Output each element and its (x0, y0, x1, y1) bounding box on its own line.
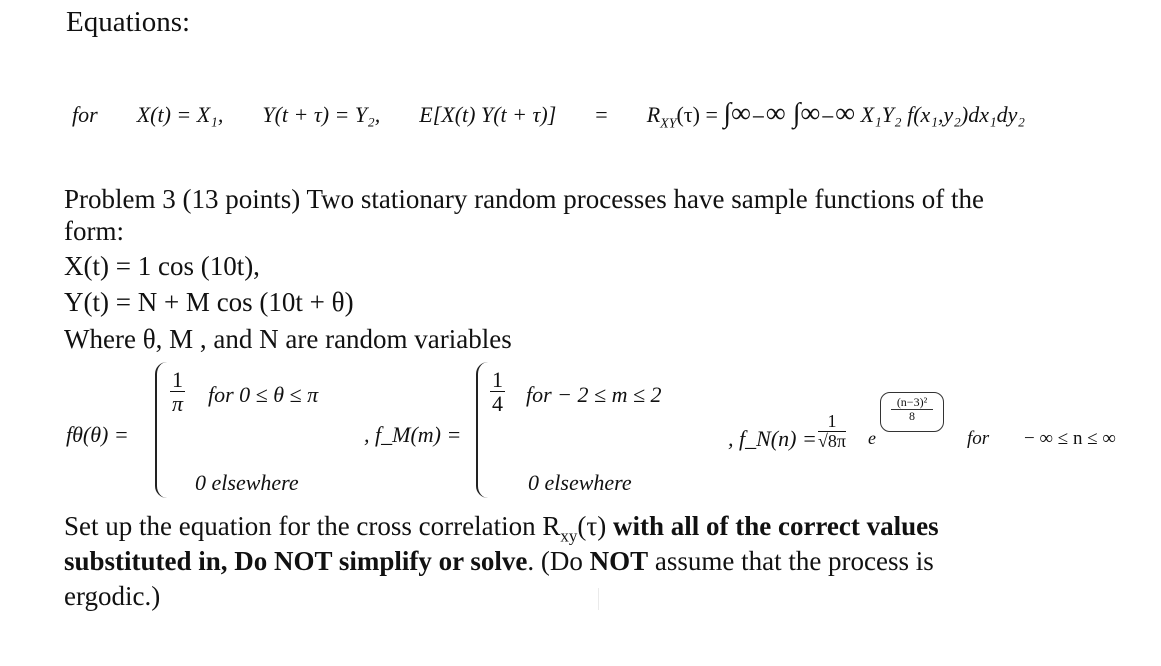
instruction-line-1: Set up the equation for the cross correlation $R_{xy}(\tau)$ with all of the correct values (64, 511, 939, 546)
x-definition: X(t) = X₁, (136, 102, 224, 127)
integrand: X₁Y₂ f(x₁,y₂)dx₁dy₂ (860, 102, 1026, 127)
y-definition: Y(t + τ) = Y₂, (262, 102, 381, 127)
page-title: Equations: (66, 6, 191, 38)
m-pdf-lhs: , f_M(m) = (364, 422, 462, 447)
theta-pdf-condition: for 0 ≤ θ ≤ π (208, 382, 319, 407)
n-pdf-exponent: (n−3)² 8 (880, 392, 944, 432)
m-pdf-condition: for − 2 ≤ m ≤ 2 (526, 382, 662, 407)
random-variables-line: Where θ, M , and N are random variables (64, 324, 512, 354)
n-pdf-fraction: $\frac{1}{√8\pi}$ (818, 411, 846, 451)
scan-artifact (598, 588, 599, 610)
m-pdf-fraction: $\frac{1}{4}$ (492, 367, 503, 417)
rxy-argument: (τ) = (676, 102, 718, 127)
m-pdf-else: 0 elsewhere (528, 470, 632, 495)
for-word: for (72, 102, 98, 127)
x-process-line: X(t) = 1 cos (10t), (64, 251, 260, 281)
problem-line-1: Problem 3 (13 points) Two stationary random processes have sample functions of the (64, 184, 984, 214)
double-integral: ∫∞₋∞ ∫∞₋∞ (723, 98, 856, 129)
m-pdf-brace (476, 362, 488, 498)
theta-pdf-brace (155, 362, 167, 498)
theta-pdf-lhs: fθ(θ) = (66, 422, 129, 447)
n-pdf-for: for (967, 428, 990, 449)
expectation: E[X(t) Y(t + τ)] (419, 102, 557, 127)
equals-sign: = (595, 102, 608, 127)
rxy-symbol: R (646, 102, 661, 127)
rxy-subscript: XY (660, 116, 677, 132)
y-process-line: Y(t) = N + M cos (10t + θ) (64, 287, 354, 317)
n-pdf-lhs: , f_N(n) = (728, 426, 817, 451)
n-pdf-condition: − ∞ ≤ n ≤ ∞ (1024, 428, 1116, 449)
instruction-line-2: substituted in, Do NOT simplify or solve. (Do NOT assume that the process is (64, 546, 934, 576)
cross-correlation-equation (72, 96, 1025, 132)
problem-line-2: form: (64, 216, 124, 246)
n-pdf-exponential: e (868, 428, 876, 448)
theta-pdf-else: 0 elsewhere (195, 470, 299, 495)
instruction-line-3: ergodic.) (64, 581, 161, 611)
theta-pdf-fraction: $\frac{1}{\pi}$ (171, 367, 184, 417)
